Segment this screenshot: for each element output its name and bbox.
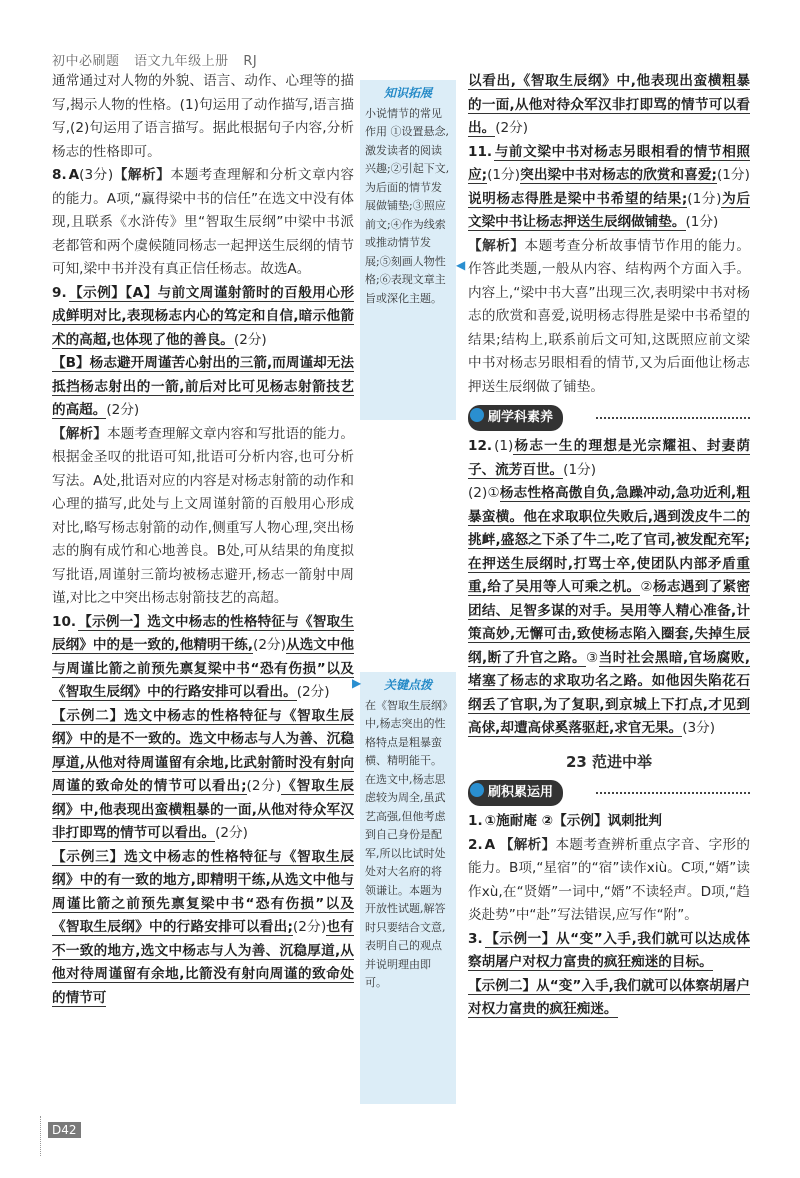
question-9-b: 【B】杨志避开周谨苦心射出的三箭,而周谨却无法抵挡杨志射出的一箭,前后对比可见杨志射箭技艺的高超。(2分) [52,355,354,418]
knowledge-extension-title: 知识拓展 [383,86,432,100]
pointer-arrow-icon: ◀ [456,258,466,272]
question-12: 12. (1)杨志一生的理想是光宗耀祖、封妻荫子、流芳百世。(1分) [468,438,750,478]
dotted-divider [596,417,750,419]
section-label: 刷学科素养 [468,405,563,431]
knowledge-extension-text: 小说情节的常见作用 ①设置悬念,激发读者的阅读兴趣;②引起下文,为后面的情节发展做铺垫;③照应前文;④作为线索或推动情节发展;⑤刻画人物性格;⑥表现文章主旨或深化主题。 [365,106,450,305]
question-9-analysis: 【解析】本题考查理解文章内容和写批语的能力。根据金圣叹的批语可知,批语可分析内容,也可分析写法。A处,批语对应的内容是对杨志射箭的动作和心理的描写,此处与上文周谨射箭的百般用心形成对比,略写杨志射箭的动作,侧重写人物心理,突出杨志的胸有成竹和心地善良。B处,可从结果的角度拟写批语,周谨射三箭均被杨志避开,杨志一箭射中周谨,对比之中突出杨志射箭技艺的高超。 [52,425,355,606]
question-3-example-2: 【示例二】从“变”入手,我们就可以体察胡屠户对权力富贵的疯狂痴迷。 [468,977,750,1017]
key-tips-box [360,672,456,1104]
question-11-analysis: 【解析】本题考查分析故事情节作用的能力。作答此类题,一般从内容、结构两个方面入手。内容上,“梁中书大喜”出现三次,表明梁中书对杨志的欣赏和喜爱,说明杨志得胜是梁中书希望的结果;结构上,联系前后文可知,这既照应前文梁中书对杨志另眼相看的情节,又为后面他让杨志押送生辰纲做了铺垫。 [468,237,751,395]
section-header-literacy [468,405,750,431]
chapter-title: 23 范进中举 [565,752,653,771]
question-1: 1. ①施耐庵 ②【示例】讽刺批判 [468,813,662,829]
pointer-arrow-icon: ▶ [352,676,362,690]
question-12-part-2: (2)①杨志性格高傲自负,急躁冲动,急功近利,粗暴蛮横。他在求取职位失败后,遇到泼皮牛二的挑衅,盛怒之下杀了牛二,吃了官司,被发配充军;在押送生辰纲时,打骂士卒,使团队内部矛盾重重,给了吴用等人可乘之机。②杨志遇到了紧密团结、足智多谋的对手。吴用等人精心准备,计策高妙,无懈可击,致使杨志陷入圈套,失掉生辰纲,断了升官之路。③当时社会黑暗,官场腐败,堵塞了杨志的求取功名之路。如他因失陷花石纲丢了官职,为了复职,到京城上下打点,才见到高俅,却遭高俅奚落驱赶,求官无果。(3分) [468,485,751,736]
dotted-divider [596,792,750,794]
intro-text: 通常通过对人物的外貌、语言、动作、心理等的描写,揭示人物的性格。(1)句运用了动作描写,语言描写,(2)句运用了语言描写。据此根据句子内容,分析杨志的性格即可。 [52,73,354,160]
knowledge-extension-box [360,80,456,420]
question-9: 9. 【示例】【A】与前文周谨射箭时的百般用心形成鲜明对比,表现杨志内心的笃定和自信,暗示他箭术的高超,也体现了他的善良。(2分) [52,284,354,348]
question-10: 10. 【示例一】选文中杨志的性格特征与《智取生辰纲》中的是一致的,他精明干练,(2分)从选文中他与周谨比箭之前预先禀复梁中书“恐有伤损”以及《智取生辰纲》中的行路安排可以看出。(2分) [52,613,355,700]
question-2: 2. A 【解析】本题考查辨析重点字音、字形的能力。B项,“星宿”的“宿”读作xiù。C项,“婿”读作xù,在“贤婿”一词中,“婿”不读轻声。D项,“趋炎赴势”中“赴”写法错误,应写作“附”。 [468,836,751,923]
grade-label: 语文九年级上册 [134,54,229,69]
key-tips-text: 在《智取生辰纲》中,杨志突出的性格特点是粗暴蛮横、精明能干。在选文中,杨志思虑较为周全,虽武艺高强,但他考虑到自己身份是配军,所以比试时处处对大名府的将领谦让。本题为开放性试题,解答时只要结合文意,表明自己的观点并说明理由即可。 [365,698,448,989]
edition-label: RJ [243,54,258,69]
question-11: 11. 与前文梁中书对杨志另眼相看的情节相照应;(1分)突出梁中书对杨志的欣赏和喜爱;(1分)说明杨志得胜是梁中书希望的结果;(1分)为后文梁中书让杨志押送生辰纲做铺垫。(1分) [468,143,750,230]
key-tips-title: 关键点拨 [383,678,432,692]
book-title: 初中必刷题 [52,54,120,69]
section-header-accumulation [468,780,750,806]
page-header [52,50,267,69]
question-10-example-3: 【示例三】选文中杨志的性格特征与《智取生辰纲》中的有一致的地方,即精明干练,从选文中他与周谨比箭之前预先禀复梁中书“恐有伤损”以及《智取生辰纲》中的行路安排可以看出;(2分)也有不一致的地方,选文中杨志与人为善、沉稳厚道,从他对待周谨留有余地,比箭没有射向周谨的致命处的情节可 [52,848,355,1006]
question-10-example-2: 【示例二】选文中杨志的性格特征与《智取生辰纲》中的是不一致的。选文中杨志与人为善、沉稳厚道,从他对待周谨留有余地,比武射箭时没有射向周谨的致命处的情节可以看出;(2分)《智取生辰纲》中,他表现出蛮横粗暴的一面,从他对待众军汉非打即骂的情节可以看出。(2分) [52,707,355,841]
question-3: 3. 【示例一】从“变”入手,我们就可以达成体察胡屠户对权力富贵的疯狂痴迷的目标。 [468,930,750,970]
right-column [468,70,750,1022]
page-number: D42 [48,1122,81,1138]
section-label: 刷积累运用 [468,780,563,806]
continuation-text: 以看出,《智取生辰纲》中,他表现出蛮横粗暴的一面,从他对待众军汉非打即骂的情节可以看出。(2分) [468,73,750,136]
question-8: 8. A(3分)【解析】本题考查理解和分析文章内容的能力。A项,“赢得梁中书的信任”在选文中没有体现,且联系《水浒传》里“智取生辰纲”中梁中书派老都管和两个虞候随同杨志一起押送生辰纲的情节可知,梁中书并没有真正信任杨志。故选A。 [52,167,355,277]
left-column [52,70,354,1010]
